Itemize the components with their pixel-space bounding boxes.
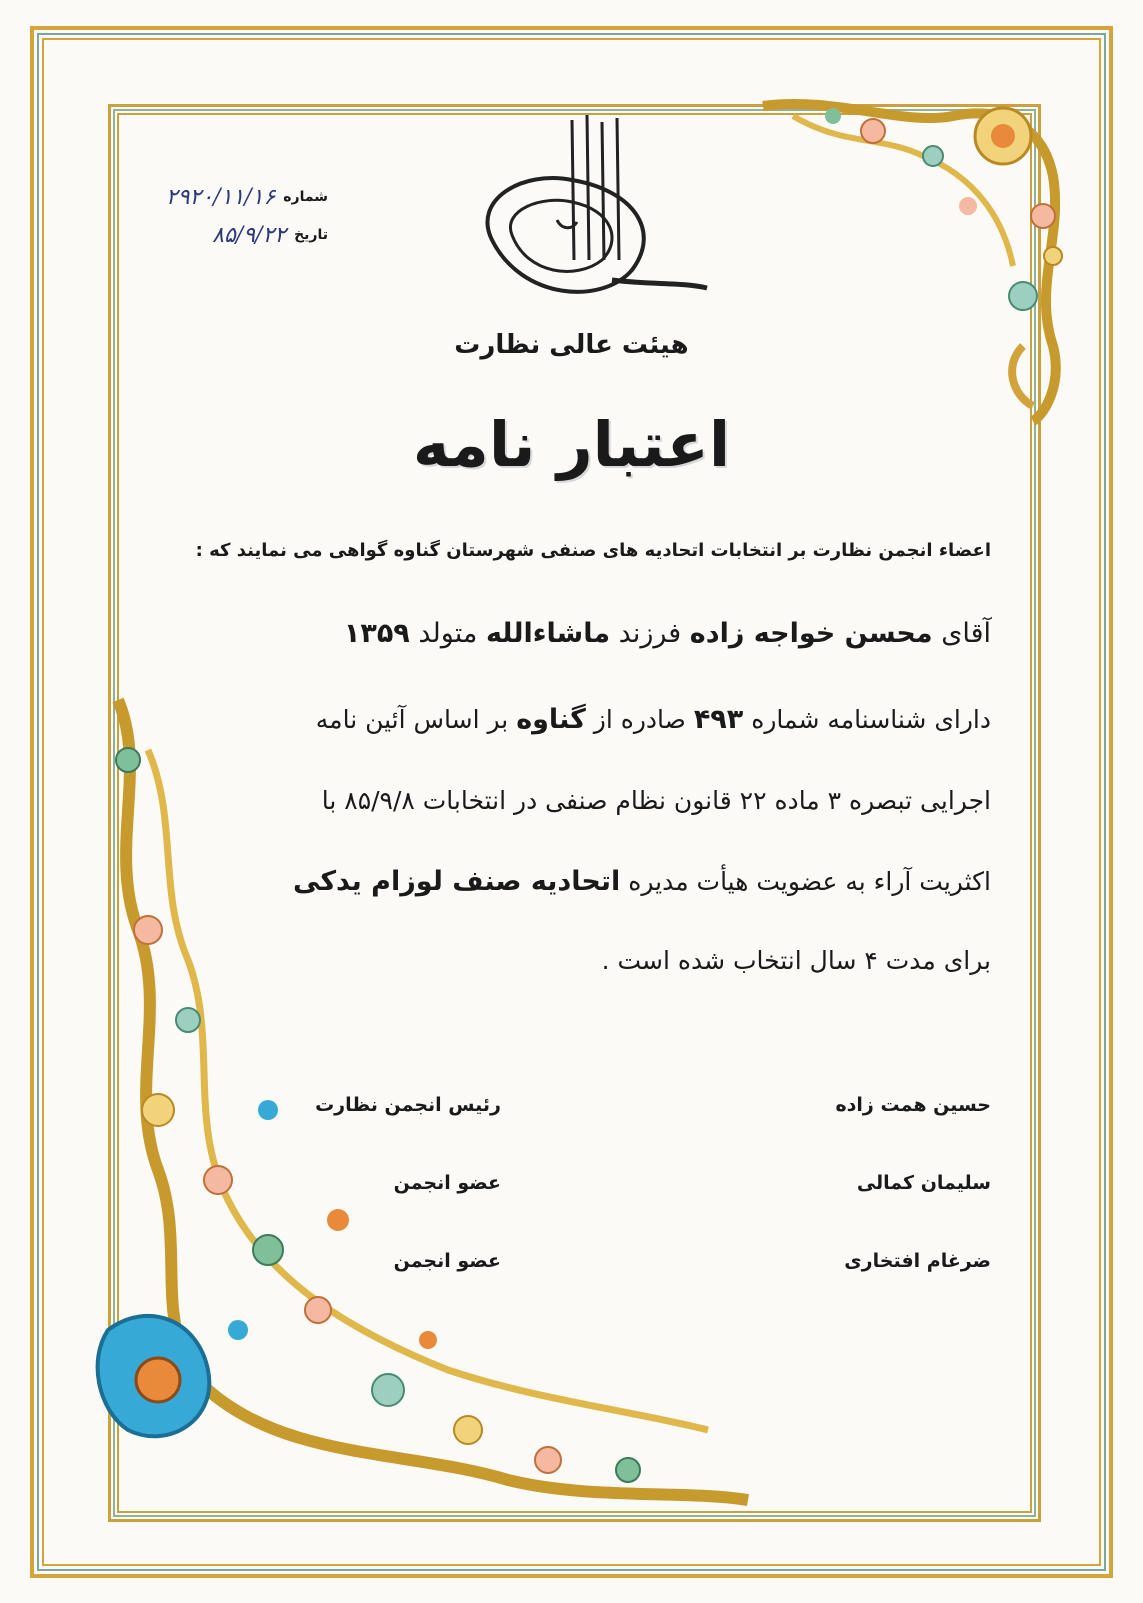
signatory-name: حسین همت زاده: [835, 1094, 991, 1116]
reference-date-value: ۸۵/۹/۲۲: [212, 222, 287, 248]
document-title: اعتبار نامه: [412, 408, 731, 481]
reference-block: [138, 178, 328, 258]
union-name: اتحادیه صنف لوزام یدکی: [293, 866, 621, 897]
text-fragment: آقای: [941, 618, 991, 649]
issuing-city: گناوه: [516, 704, 586, 735]
body-line-3: اجرایی تبصره ۳ ماده ۲۲ قانون نظام صنفی در انتخابات ۸۵/۹/۸ با: [321, 786, 991, 815]
reference-number-value: ۲۹۲۰/۱۱/۱۶: [165, 184, 276, 210]
signatory-row: [201, 1085, 991, 1125]
reference-date-row: [138, 216, 328, 254]
signatory-name: ضرغام افتخاری: [844, 1250, 991, 1272]
intro-statement: اعضاء انجمن نظارت بر انتخابات اتحادیه های صنفی شهرستان گناوه گواهی می نمایند که :: [195, 540, 991, 561]
text-fragment: صادره از: [593, 705, 686, 734]
signatory-role: رئیس انجمن نظارت: [315, 1094, 501, 1116]
member-name: محسن خواجه زاده: [689, 618, 933, 649]
text-fragment: دارای شناسنامه شماره: [751, 705, 991, 734]
issuing-body-title: هیئت عالی نظارت: [454, 330, 689, 360]
birth-year: ۱۳۵۹: [343, 618, 410, 649]
reference-date-label: تاریخ: [294, 227, 328, 243]
reference-number-label: شماره: [283, 189, 328, 205]
id-number: ۴۹۳: [693, 704, 744, 735]
father-name: ماشاءالله: [485, 618, 611, 649]
text-fragment: فرزند: [618, 618, 682, 649]
signatory-role: عضو انجمن: [393, 1172, 501, 1194]
body-line-4: [151, 866, 991, 897]
text-fragment: بر اساس آئین نامه: [315, 705, 509, 734]
signatory-row: [201, 1241, 991, 1281]
calligraphy-emblem: [462, 110, 722, 310]
signatory-name: سلیمان کمالی: [856, 1172, 991, 1194]
text-fragment: اکثریت آراء به عضویت هیأت مدیره: [628, 867, 991, 896]
body-line-2: [151, 704, 991, 735]
floral-ornament-top-right: [753, 86, 1073, 426]
body-line-5: برای مدت ۴ سال انتخاب شده است .: [601, 946, 991, 975]
body-line-1: [151, 618, 991, 649]
signatory-row: [201, 1163, 991, 1203]
signatory-role: عضو انجمن: [393, 1250, 501, 1272]
text-fragment: متولد: [418, 618, 478, 649]
reference-number-row: [138, 178, 328, 216]
